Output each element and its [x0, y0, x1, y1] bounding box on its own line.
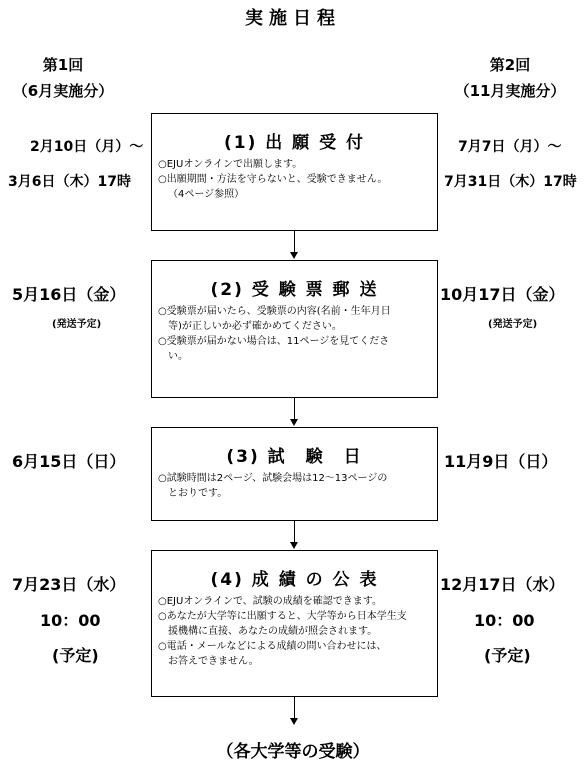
column-header-round1	[8, 52, 118, 104]
step2-box	[151, 260, 438, 398]
flow-arrow-line	[294, 398, 295, 419]
step2-date-right: 10月17日（金）	[440, 285, 565, 304]
step2-note-right: (発送予定)	[488, 319, 538, 330]
step4-title: (4) 成 績 の 公 表	[210, 570, 379, 590]
step4-date-left: 7月23日（水）	[12, 575, 126, 594]
step4-box	[151, 550, 438, 697]
step4-time-right: 10：00	[474, 611, 535, 630]
flow-arrow-head	[290, 419, 298, 426]
step1-date-right-start: 7月7日（月）～	[458, 139, 562, 155]
round1-label: 第1回	[42, 56, 84, 74]
step2-line: ○受験票が届いたら、受験票の内容(名前・生年月日	[158, 306, 391, 317]
page-title: 実施日程	[245, 8, 341, 29]
flow-arrow-head	[290, 718, 298, 725]
step2-line: い。	[168, 351, 188, 362]
step2-note-left: (発送予定)	[52, 319, 102, 330]
round2-period: （11月実施分）	[454, 82, 566, 100]
step4-time-left: 10：00	[40, 611, 101, 630]
flow-arrow-line	[294, 521, 295, 542]
final-step-label: （各大学等の受験）	[216, 742, 370, 762]
step4-line: 援機構に直接、あなたの成績が照会されます。	[168, 626, 378, 637]
step3-body	[152, 467, 437, 501]
step1-date-right-end: 7月31日（木）17時	[444, 174, 577, 190]
step2-line: 等)が正しいか必ず確かめてください。	[168, 321, 342, 332]
step2-title: (2) 受 験 票 郵 送	[210, 280, 379, 300]
step3-date-right: 11月9日（日）	[444, 452, 558, 471]
step1-title: (1) 出 願 受 付	[223, 133, 366, 153]
step3-title: (3) 試 験 日	[226, 447, 363, 467]
step1-body	[152, 153, 437, 202]
step4-note-right: (予定)	[484, 646, 531, 665]
step1-line: ○EJUオンラインで出願します。	[158, 159, 303, 170]
step2-date-left: 5月16日（金）	[12, 285, 126, 304]
step2-body	[152, 300, 437, 364]
step4-line: ○あなたが大学等に出願すると、大学等から日本学生支	[158, 611, 407, 622]
step3-line: ○試験時間は2ページ、試験会場は12～13ページの	[158, 473, 388, 484]
flow-arrow-line	[294, 231, 295, 252]
flow-arrow-head	[290, 542, 298, 549]
step1-date-left-start: 2月10日（月）～	[30, 139, 144, 155]
step3-box	[151, 427, 438, 521]
step4-note-left: (予定)	[52, 646, 99, 665]
step1-line: （4ページ参照）	[168, 189, 245, 200]
step4-line: ○EJUオンラインで、試験の成績を確認できます。	[158, 596, 383, 607]
step1-box	[151, 113, 438, 231]
flow-arrow-head	[290, 252, 298, 259]
step4-body	[152, 590, 437, 669]
step2-line: ○受験票が届かない場合は、11ページを見てくださ	[158, 336, 390, 347]
round2-label: 第2回	[489, 56, 531, 74]
flow-arrow-line	[294, 697, 295, 718]
round1-period: （6月実施分）	[12, 82, 114, 100]
step1-date-left-end: 3月6日（木）17時	[8, 174, 131, 190]
step4-line: お答えできません。	[168, 656, 259, 667]
column-header-round2	[445, 52, 575, 104]
step3-line: とおりです。	[168, 488, 228, 499]
step3-date-left: 6月15日（日）	[12, 452, 126, 471]
step4-line: ○電話・メールなどによる成績の問い合わせには、	[158, 641, 387, 652]
step4-date-right: 12月17日（水）	[440, 575, 565, 594]
step1-line: ○出願期間・方法を守らないと、受験できません。	[158, 174, 388, 185]
